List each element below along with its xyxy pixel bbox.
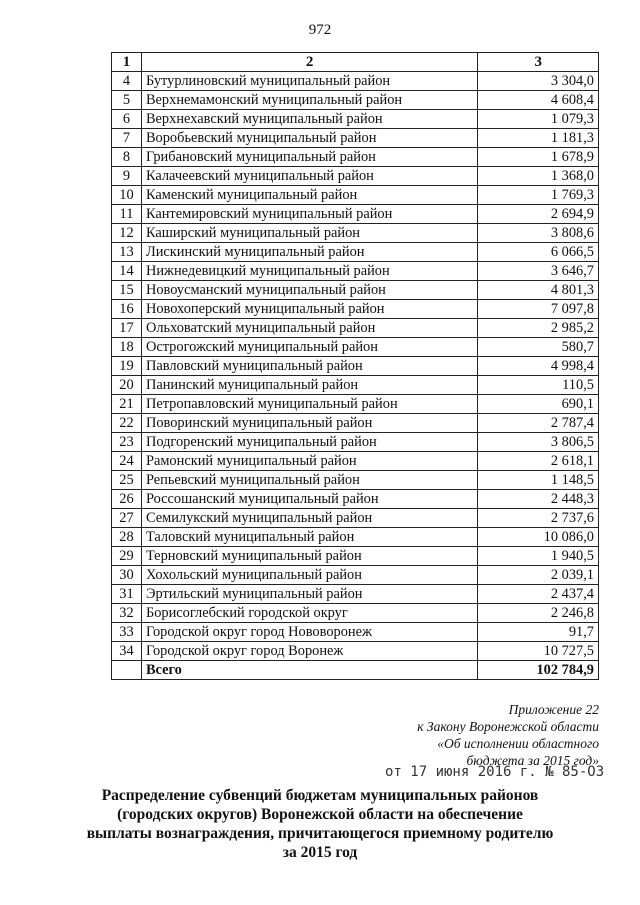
row-number: 34 bbox=[112, 642, 142, 661]
table-row bbox=[112, 110, 599, 129]
row-value: 7 097,8 bbox=[478, 300, 599, 319]
table-body bbox=[112, 72, 599, 680]
row-number: 25 bbox=[112, 471, 142, 490]
row-name: Панинский муниципальный район bbox=[141, 376, 477, 395]
table-row bbox=[112, 129, 599, 148]
row-name: Репьевский муниципальный район bbox=[141, 471, 477, 490]
table-row bbox=[112, 623, 599, 642]
row-name: Новоусманский муниципальный район bbox=[141, 281, 477, 300]
row-value: 10 727,5 bbox=[478, 642, 599, 661]
row-name: Хохольский муниципальный район bbox=[141, 566, 477, 585]
subvention-table bbox=[111, 52, 599, 680]
row-number: 8 bbox=[112, 148, 142, 167]
total-label: Всего bbox=[141, 661, 477, 680]
table-row bbox=[112, 148, 599, 167]
table-row bbox=[112, 433, 599, 452]
table-row bbox=[112, 91, 599, 110]
row-number: 24 bbox=[112, 452, 142, 471]
row-name: Нижнедевицкий муниципальный район bbox=[141, 262, 477, 281]
row-name: Борисоглебский городской округ bbox=[141, 604, 477, 623]
row-value: 4 608,4 bbox=[478, 91, 599, 110]
row-number: 13 bbox=[112, 243, 142, 262]
row-name: Новохоперский муниципальный район bbox=[141, 300, 477, 319]
row-name: Терновский муниципальный район bbox=[141, 547, 477, 566]
row-value: 3 646,7 bbox=[478, 262, 599, 281]
row-value: 1 368,0 bbox=[478, 167, 599, 186]
row-number: 22 bbox=[112, 414, 142, 433]
row-number: 29 bbox=[112, 547, 142, 566]
table-row bbox=[112, 205, 599, 224]
row-number: 20 bbox=[112, 376, 142, 395]
table-row bbox=[112, 471, 599, 490]
row-name: Рамонский муниципальный район bbox=[141, 452, 477, 471]
row-number: 15 bbox=[112, 281, 142, 300]
row-number: 32 bbox=[112, 604, 142, 623]
row-number: 5 bbox=[112, 91, 142, 110]
table-row bbox=[112, 547, 599, 566]
row-number: 7 bbox=[112, 129, 142, 148]
row-name: Таловский муниципальный район bbox=[141, 528, 477, 547]
row-number: 12 bbox=[112, 224, 142, 243]
table-row bbox=[112, 281, 599, 300]
row-value: 2 737,6 bbox=[478, 509, 599, 528]
header-col-2: 2 bbox=[141, 53, 477, 72]
row-value: 3 808,6 bbox=[478, 224, 599, 243]
table-row bbox=[112, 186, 599, 205]
table-row bbox=[112, 642, 599, 661]
row-name: Кантемировский муниципальный район bbox=[141, 205, 477, 224]
row-name: Каменский муниципальный район bbox=[141, 186, 477, 205]
title-line: выплаты вознаграждения, причитающегося приемному родителю bbox=[86, 825, 554, 842]
total-row bbox=[112, 661, 599, 680]
row-value: 3 304,0 bbox=[478, 72, 599, 91]
row-value: 1 079,3 bbox=[478, 110, 599, 129]
row-value: 2 985,2 bbox=[478, 319, 599, 338]
appendix-line: «Об исполнении областного bbox=[437, 736, 599, 751]
row-value: 2 787,4 bbox=[478, 414, 599, 433]
row-number: 30 bbox=[112, 566, 142, 585]
row-name: Россошанский муниципальный район bbox=[141, 490, 477, 509]
row-value: 2 246,8 bbox=[478, 604, 599, 623]
table-row bbox=[112, 376, 599, 395]
row-value: 1 678,9 bbox=[478, 148, 599, 167]
row-value: 3 806,5 bbox=[478, 433, 599, 452]
row-name: Подгоренский муниципальный район bbox=[141, 433, 477, 452]
table-row bbox=[112, 338, 599, 357]
row-number: 26 bbox=[112, 490, 142, 509]
row-name: Верхнехавский муниципальный район bbox=[141, 110, 477, 129]
row-value: 2 448,3 bbox=[478, 490, 599, 509]
title-line: Распределение субвенций бюджетам муниципальных районов bbox=[101, 787, 539, 804]
table-row bbox=[112, 167, 599, 186]
row-name: Лискинский муниципальный район bbox=[141, 243, 477, 262]
row-number: 18 bbox=[112, 338, 142, 357]
table-row bbox=[112, 604, 599, 623]
row-number: 19 bbox=[112, 357, 142, 376]
row-number: 27 bbox=[112, 509, 142, 528]
row-name: Городской округ город Нововоронеж bbox=[141, 623, 477, 642]
row-value: 4 998,4 bbox=[478, 357, 599, 376]
table-row bbox=[112, 224, 599, 243]
table-row bbox=[112, 357, 599, 376]
row-value: 580,7 bbox=[478, 338, 599, 357]
row-number: 10 bbox=[112, 186, 142, 205]
row-number: 11 bbox=[112, 205, 142, 224]
total-value: 102 784,9 bbox=[478, 661, 599, 680]
table-row bbox=[112, 319, 599, 338]
table-row bbox=[112, 566, 599, 585]
total-number bbox=[112, 661, 142, 680]
appendix-note bbox=[417, 701, 599, 769]
row-value: 6 066,5 bbox=[478, 243, 599, 262]
page-number: 972 bbox=[308, 22, 332, 38]
row-name: Ольховатский муниципальный район bbox=[141, 319, 477, 338]
row-number: 21 bbox=[112, 395, 142, 414]
table-row bbox=[112, 243, 599, 262]
row-number: 16 bbox=[112, 300, 142, 319]
table-row bbox=[112, 262, 599, 281]
table-row bbox=[112, 452, 599, 471]
table-row bbox=[112, 528, 599, 547]
title-line: (городских округов) Воронежской области на обеспечение bbox=[117, 806, 523, 823]
table-header-row bbox=[112, 53, 599, 72]
row-name: Петропавловский муниципальный район bbox=[141, 395, 477, 414]
row-name: Калачеевский муниципальный район bbox=[141, 167, 477, 186]
table-row bbox=[112, 585, 599, 604]
row-name: Поворинский муниципальный район bbox=[141, 414, 477, 433]
row-value: 2 618,1 bbox=[478, 452, 599, 471]
row-name: Верхнемамонский муниципальный район bbox=[141, 91, 477, 110]
row-number: 14 bbox=[112, 262, 142, 281]
row-value: 2 039,1 bbox=[478, 566, 599, 585]
header-col-3: 3 bbox=[478, 53, 599, 72]
row-value: 1 148,5 bbox=[478, 471, 599, 490]
row-number: 31 bbox=[112, 585, 142, 604]
row-name: Павловский муниципальный район bbox=[141, 357, 477, 376]
row-number: 9 bbox=[112, 167, 142, 186]
row-value: 2 694,9 bbox=[478, 205, 599, 224]
row-name: Эртильский муниципальный район bbox=[141, 585, 477, 604]
row-number: 6 bbox=[112, 110, 142, 129]
row-value: 110,5 bbox=[478, 376, 599, 395]
row-name: Бутурлиновский муниципальный район bbox=[141, 72, 477, 91]
appendix-line: к Закону Воронежской области bbox=[417, 719, 599, 734]
table-row bbox=[112, 395, 599, 414]
row-number: 17 bbox=[112, 319, 142, 338]
row-value: 4 801,3 bbox=[478, 281, 599, 300]
row-number: 33 bbox=[112, 623, 142, 642]
row-value: 91,7 bbox=[478, 623, 599, 642]
row-name: Семилукский муниципальный район bbox=[141, 509, 477, 528]
row-value: 1 181,3 bbox=[478, 129, 599, 148]
row-value: 1 769,3 bbox=[478, 186, 599, 205]
header-col-1: 1 bbox=[112, 53, 142, 72]
row-name: Острогожский муниципальный район bbox=[141, 338, 477, 357]
appendix-line: бюджета за 2015 год» bbox=[466, 753, 599, 768]
table-row bbox=[112, 300, 599, 319]
row-name: Каширский муниципальный район bbox=[141, 224, 477, 243]
row-number: 4 bbox=[112, 72, 142, 91]
row-name: Воробьевский муниципальный район bbox=[141, 129, 477, 148]
row-value: 10 086,0 bbox=[478, 528, 599, 547]
row-number: 23 bbox=[112, 433, 142, 452]
row-number: 28 bbox=[112, 528, 142, 547]
row-value: 690,1 bbox=[478, 395, 599, 414]
table-row bbox=[112, 490, 599, 509]
appendix-line: Приложение 22 bbox=[508, 702, 599, 717]
law-date-stamp: от 17 июня 2016 г. № 85-ОЗ bbox=[385, 764, 605, 780]
row-value: 2 437,4 bbox=[478, 585, 599, 604]
title-line: за 2015 год bbox=[282, 844, 358, 861]
table-row bbox=[112, 414, 599, 433]
table-row bbox=[112, 72, 599, 91]
row-name: Грибановский муниципальный район bbox=[141, 148, 477, 167]
row-value: 1 940,5 bbox=[478, 547, 599, 566]
row-name: Городской округ город Воронеж bbox=[141, 642, 477, 661]
table-row bbox=[112, 509, 599, 528]
document-title bbox=[60, 786, 580, 862]
